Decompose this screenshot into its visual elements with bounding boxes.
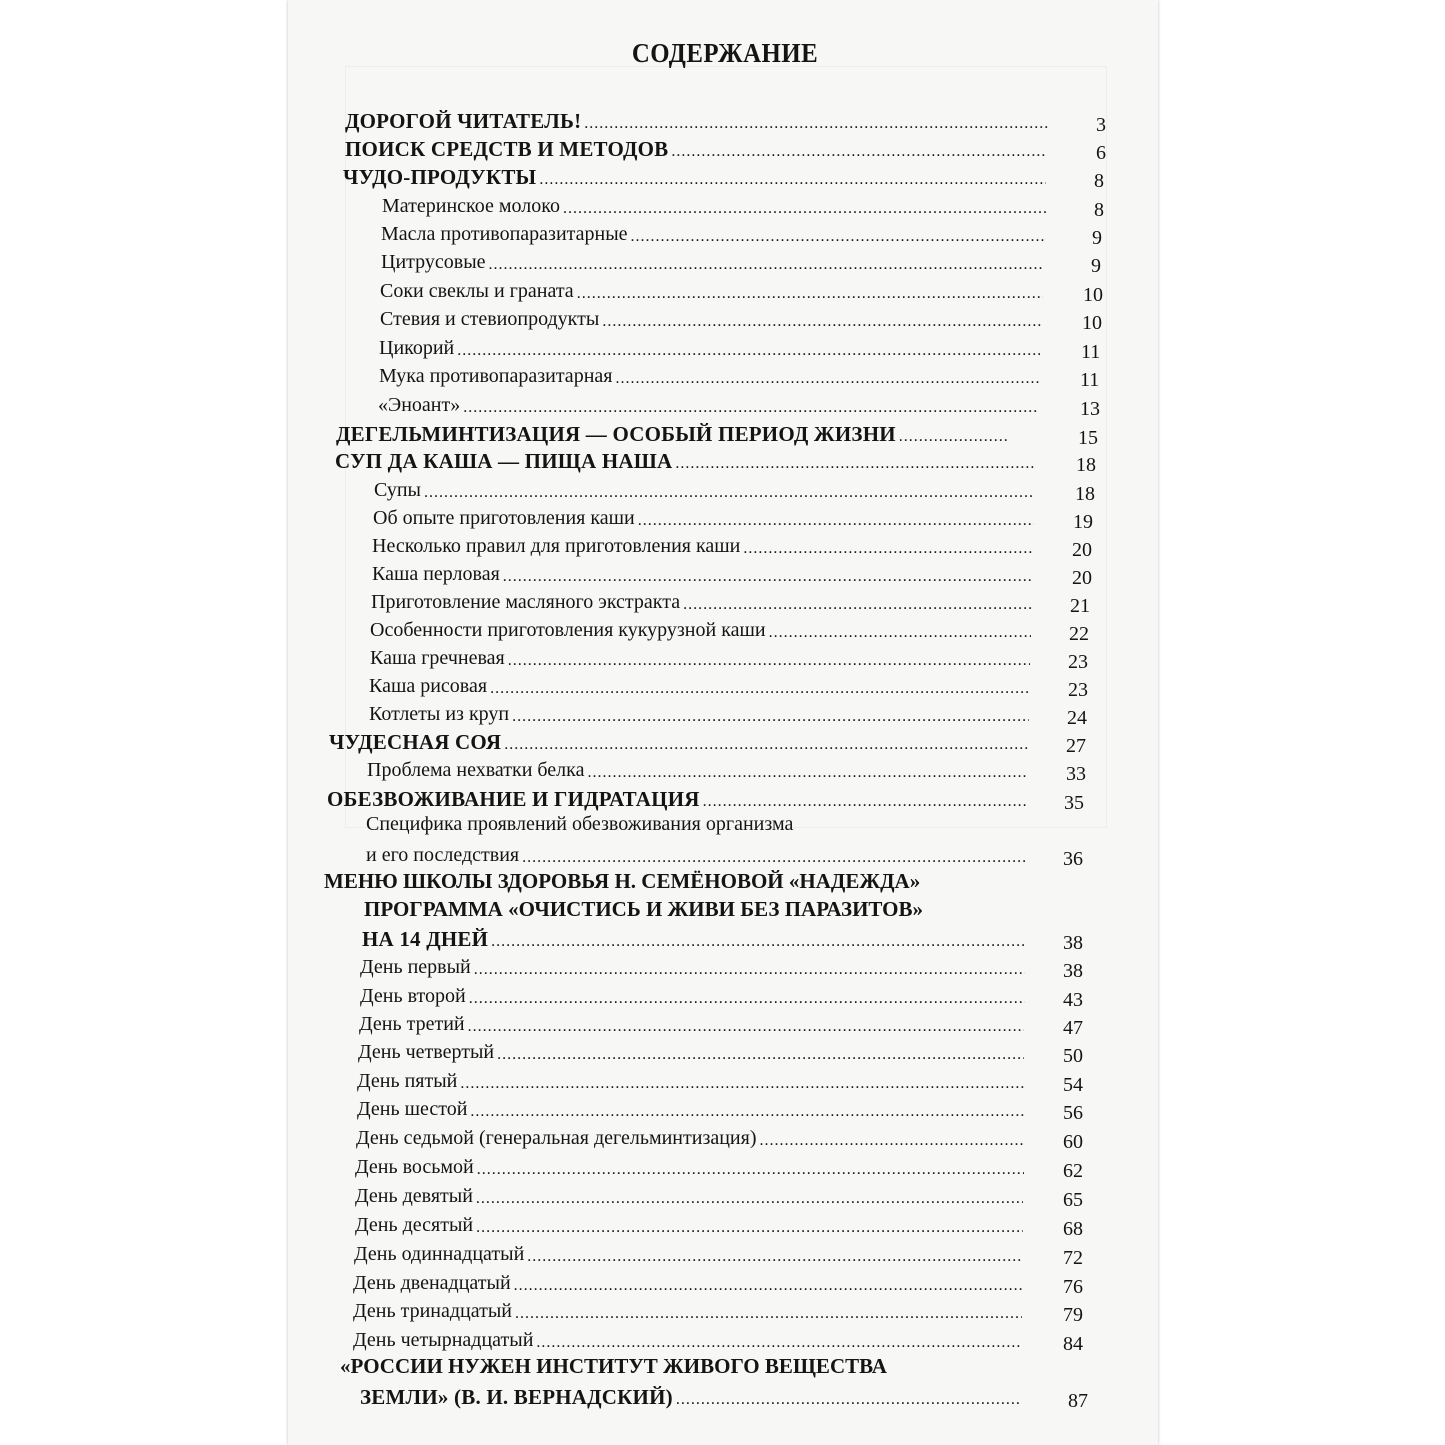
toc-entry bbox=[380, 277, 1043, 305]
toc-subsection bbox=[380, 305, 1122, 333]
toc-page-number: 84 bbox=[1063, 1333, 1083, 1355]
toc-page-number: 38 bbox=[1063, 932, 1083, 954]
toc-entry bbox=[379, 334, 1040, 362]
toc-page-number: 62 bbox=[1063, 1160, 1083, 1182]
toc-page-number: 54 bbox=[1063, 1074, 1083, 1096]
toc-entry-text: Специфика проявлений обезвоживания организма bbox=[366, 813, 794, 835]
toc-page-number: 20 bbox=[1072, 539, 1092, 561]
toc-entry-title: День десятый bbox=[355, 1214, 474, 1236]
toc-page-number: 65 bbox=[1063, 1189, 1083, 1211]
toc-entry-title: Супы bbox=[374, 479, 421, 501]
page-title: СОДЕРЖАНИЕ bbox=[631, 38, 819, 68]
toc-entry bbox=[359, 1010, 1024, 1038]
toc-page-number: 24 bbox=[1067, 707, 1087, 729]
toc-page-number: 43 bbox=[1063, 989, 1083, 1011]
dot-leader bbox=[424, 482, 1035, 504]
toc-entry-title: День девятый bbox=[355, 1185, 473, 1207]
toc-page-number: 13 bbox=[1080, 398, 1100, 420]
toc-entry-title: Цитрусовые bbox=[381, 251, 486, 273]
toc-entry bbox=[382, 192, 1046, 220]
toc-entry-title: Каша перловая bbox=[372, 563, 500, 585]
toc-entry-title: Приготовление масляного экстракта bbox=[371, 591, 681, 613]
toc-subsection bbox=[360, 982, 1103, 1010]
toc-entry bbox=[345, 107, 1050, 135]
toc-entry bbox=[374, 476, 1035, 504]
dot-leader bbox=[490, 678, 1030, 700]
toc-entry-title: Каша рисовая bbox=[369, 675, 488, 697]
toc-subsection bbox=[382, 192, 1134, 220]
toc-entry bbox=[373, 504, 1034, 532]
toc-entry bbox=[367, 756, 1028, 784]
dot-leader bbox=[476, 1217, 1023, 1239]
toc-entry bbox=[380, 305, 1041, 333]
toc-subsection bbox=[372, 560, 1112, 588]
toc-entry bbox=[329, 728, 1028, 756]
toc-entry bbox=[358, 1038, 1024, 1066]
toc-entry bbox=[372, 532, 1034, 560]
toc-entry-title: День пятый bbox=[357, 1070, 458, 1092]
toc-entry-title: День второй bbox=[360, 985, 466, 1007]
toc-subsection bbox=[353, 1297, 1103, 1325]
toc-entry-title: ПОИСК СРЕДСТВ И МЕТОДОВ bbox=[345, 137, 669, 161]
toc-entry-title: Каша гречневая bbox=[370, 647, 505, 669]
toc-page-number: 3 bbox=[1096, 114, 1106, 136]
toc-section bbox=[362, 925, 1103, 953]
dot-leader bbox=[760, 1130, 1025, 1152]
toc-entry-title: и его последствия bbox=[366, 844, 520, 866]
toc-entry bbox=[354, 1240, 1023, 1268]
toc-page-number: 60 bbox=[1063, 1131, 1083, 1153]
toc-entry-title: День одиннадцатый bbox=[354, 1243, 525, 1265]
toc-entry bbox=[381, 248, 1043, 276]
dot-leader bbox=[577, 283, 1043, 305]
toc-entry-title: Материнское молоко bbox=[382, 195, 560, 217]
toc-entry-title: День первый bbox=[360, 956, 471, 978]
toc-entry-title: День двенадцатый bbox=[353, 1272, 511, 1294]
toc-entry-title: ДОРОГОЙ ЧИТАТЕЛЬ! bbox=[345, 109, 582, 133]
toc-page-number: 50 bbox=[1063, 1045, 1083, 1067]
toc-page-number: 21 bbox=[1070, 595, 1090, 617]
dot-leader bbox=[476, 1188, 1023, 1210]
dot-leader bbox=[769, 622, 1031, 644]
toc-entry bbox=[355, 1153, 1024, 1181]
dot-leader bbox=[539, 169, 1046, 191]
toc-entry bbox=[369, 672, 1030, 700]
toc-page-number: 11 bbox=[1081, 341, 1101, 363]
toc-subsection bbox=[357, 1095, 1103, 1123]
toc-entry-title: День восьмой bbox=[355, 1156, 474, 1178]
toc-entry-title: Особенности приготовления кукурузной каши bbox=[370, 619, 766, 641]
toc-subsection bbox=[355, 1211, 1103, 1239]
toc-subsection bbox=[360, 953, 1103, 981]
dot-leader bbox=[743, 538, 1034, 560]
toc-subsection bbox=[366, 841, 1103, 869]
dot-leader bbox=[512, 706, 1029, 728]
toc-entry-title: Мука противопаразитарная bbox=[379, 365, 613, 387]
toc-subsection bbox=[370, 644, 1108, 672]
toc-subsection bbox=[369, 700, 1107, 728]
toc-page-number: 27 bbox=[1066, 735, 1086, 757]
dot-leader bbox=[683, 594, 1032, 616]
dot-leader bbox=[675, 453, 1036, 475]
toc-entry-title: День третий bbox=[359, 1013, 465, 1035]
dot-leader bbox=[676, 1389, 1022, 1411]
toc-entry-title: День шестой bbox=[357, 1098, 468, 1120]
dot-leader bbox=[508, 650, 1030, 672]
toc-subsection bbox=[367, 756, 1106, 784]
toc-page-number: 10 bbox=[1083, 284, 1103, 306]
toc-entry bbox=[360, 953, 1025, 981]
toc-section bbox=[360, 1383, 1108, 1411]
toc-entry-title: День тринадцатый bbox=[353, 1300, 512, 1322]
toc-entry-title: «Эноант» bbox=[378, 394, 461, 416]
toc-page-number: 56 bbox=[1063, 1102, 1083, 1124]
toc-section bbox=[329, 728, 1106, 756]
toc-subsection bbox=[353, 1269, 1103, 1297]
toc-page-number: 35 bbox=[1064, 792, 1084, 814]
toc-page-number: 6 bbox=[1096, 142, 1106, 164]
toc-entry-title: Несколько правил для приготовления каши bbox=[372, 535, 741, 557]
toc-entry bbox=[360, 982, 1025, 1010]
toc-entry-title: ЧУДЕСНАЯ СОЯ bbox=[329, 730, 502, 754]
dot-leader bbox=[563, 198, 1046, 220]
toc-entry bbox=[327, 785, 1027, 813]
dot-leader bbox=[460, 1073, 1024, 1095]
toc-entry bbox=[362, 925, 1025, 953]
toc-page-number: 22 bbox=[1069, 623, 1089, 645]
toc-page-number: 47 bbox=[1063, 1017, 1083, 1039]
toc-entry bbox=[360, 1383, 1022, 1411]
toc-entry bbox=[370, 644, 1030, 672]
toc-page-number: 23 bbox=[1068, 679, 1088, 701]
dot-leader bbox=[671, 141, 1047, 163]
toc-subsection bbox=[371, 588, 1110, 616]
toc-entry bbox=[335, 447, 1036, 475]
toc-entry bbox=[343, 163, 1046, 191]
toc-page-number: 33 bbox=[1066, 763, 1086, 785]
toc-entry bbox=[336, 420, 1007, 448]
toc-entry-title: Масла противопаразитарные bbox=[381, 223, 628, 245]
toc-page-number: 23 bbox=[1068, 651, 1088, 673]
toc-entry bbox=[372, 560, 1033, 588]
toc-page-number: 68 bbox=[1063, 1218, 1083, 1240]
dot-leader bbox=[463, 397, 1038, 419]
toc-subsection bbox=[379, 334, 1121, 362]
toc-section bbox=[335, 447, 1116, 475]
toc-page-number: 79 bbox=[1063, 1304, 1083, 1326]
dot-leader bbox=[469, 988, 1025, 1010]
toc-subsection bbox=[373, 504, 1113, 532]
dot-leader bbox=[527, 1246, 1023, 1268]
toc-subsection bbox=[359, 1010, 1103, 1038]
toc-page-number: 10 bbox=[1082, 312, 1102, 334]
toc-subsection bbox=[381, 220, 1132, 248]
dot-leader bbox=[899, 426, 1007, 448]
dot-leader bbox=[514, 1275, 1023, 1297]
toc-entry bbox=[345, 135, 1047, 163]
toc-page-number: 72 bbox=[1063, 1247, 1083, 1269]
toc-entry-title: День четырнадцатый bbox=[353, 1329, 534, 1351]
toc-entry bbox=[366, 841, 1026, 869]
toc-entry-title: Стевия и стевиопродукты bbox=[380, 308, 600, 330]
toc-entry-title: Цикорий bbox=[379, 337, 455, 359]
toc-page-number: 8 bbox=[1094, 199, 1104, 221]
dot-leader bbox=[477, 1159, 1024, 1181]
toc-entry-title: День седьмой (генеральная дегельминтизация) bbox=[356, 1127, 757, 1149]
dot-leader bbox=[504, 734, 1028, 756]
dot-leader bbox=[503, 566, 1033, 588]
toc-page-number: 36 bbox=[1063, 848, 1083, 870]
dot-leader bbox=[515, 1303, 1022, 1325]
toc-page-number: 38 bbox=[1063, 960, 1083, 982]
toc-entry-title: СУП ДА КАША — ПИЩА НАША bbox=[335, 449, 673, 473]
toc-page-number: 11 bbox=[1080, 369, 1100, 391]
toc-page-number: 87 bbox=[1068, 1390, 1088, 1412]
dot-leader bbox=[457, 340, 1040, 362]
dot-leader bbox=[470, 1101, 1024, 1123]
toc-entry bbox=[355, 1211, 1023, 1239]
toc-subsection bbox=[357, 1067, 1103, 1095]
toc-page-number: 76 bbox=[1063, 1276, 1083, 1298]
dot-leader bbox=[587, 762, 1028, 784]
dot-leader bbox=[497, 1044, 1024, 1066]
dot-leader bbox=[615, 368, 1039, 390]
toc-entry bbox=[379, 362, 1039, 390]
dot-leader bbox=[468, 1016, 1024, 1038]
toc-entry bbox=[356, 1124, 1024, 1152]
toc-page-number: 18 bbox=[1075, 483, 1095, 505]
toc-page-number: 18 bbox=[1076, 454, 1096, 476]
toc-section bbox=[345, 135, 1136, 163]
toc-subsection bbox=[380, 277, 1123, 305]
toc-section bbox=[345, 107, 1136, 135]
toc-subsection bbox=[358, 1038, 1103, 1066]
dot-leader bbox=[602, 311, 1041, 333]
toc-subsection bbox=[378, 391, 1120, 419]
toc-entry-text: «РОССИИ НУЖЕН ИНСТИТУТ ЖИВОГО ВЕЩЕСТВА bbox=[340, 1354, 887, 1378]
dot-leader bbox=[489, 254, 1043, 276]
toc-entry bbox=[381, 220, 1044, 248]
toc-entry-title: День четвертый bbox=[358, 1041, 495, 1063]
dot-leader bbox=[522, 847, 1026, 869]
toc-section bbox=[336, 420, 1118, 448]
dot-leader bbox=[491, 931, 1025, 953]
toc-section bbox=[327, 785, 1104, 813]
toc-subsection bbox=[370, 616, 1109, 644]
toc-subsection bbox=[355, 1153, 1103, 1181]
toc-entry-text: ПРОГРАММА «ОЧИСТИСЬ И ЖИВИ БЕЗ ПАРАЗИТОВ» bbox=[364, 897, 923, 921]
toc-subsection bbox=[374, 476, 1115, 504]
dot-leader bbox=[584, 113, 1050, 135]
toc-subsection bbox=[379, 362, 1120, 390]
toc-entry bbox=[371, 588, 1032, 616]
toc-entry bbox=[357, 1095, 1024, 1123]
toc-entry-text: МЕНЮ ШКОЛЫ ЗДОРОВЬЯ Н. СЕМЁНОВОЙ «НАДЕЖДА» bbox=[324, 869, 921, 893]
toc-entry-title: ДЕГЕЛЬМИНТИЗАЦИЯ — ОСОБЫЙ ПЕРИОД ЖИЗНИ bbox=[336, 422, 896, 446]
toc-subsection bbox=[381, 248, 1131, 276]
toc-entry bbox=[369, 700, 1029, 728]
toc-entry-title: ЗЕМЛИ» (В. И. ВЕРНАДСКИЙ) bbox=[360, 1385, 673, 1409]
dot-leader bbox=[631, 226, 1044, 248]
toc-entry bbox=[370, 616, 1031, 644]
toc-section bbox=[343, 163, 1134, 191]
toc-entry bbox=[355, 1182, 1023, 1210]
toc-entry-title: Соки свеклы и граната bbox=[380, 280, 574, 302]
toc-entry-title: НА 14 ДНЕЙ bbox=[362, 927, 489, 951]
toc-page-number: 20 bbox=[1072, 567, 1092, 589]
toc-subsection bbox=[355, 1182, 1103, 1210]
toc-subsection bbox=[353, 1326, 1103, 1354]
toc-page-number: 9 bbox=[1092, 227, 1102, 249]
toc-entry bbox=[378, 391, 1038, 419]
toc-entry-title: ОБЕЗВОЖИВАНИЕ И ГИДРАТАЦИЯ bbox=[327, 787, 700, 811]
toc-entry-title: ЧУДО-ПРОДУКТЫ bbox=[343, 165, 537, 189]
toc-subsection bbox=[372, 532, 1112, 560]
toc-entry-title: Котлеты из круп bbox=[369, 703, 510, 725]
toc-entry-title: Об опыте приготовления каши bbox=[373, 507, 635, 529]
toc-subsection bbox=[354, 1240, 1103, 1268]
toc-page-number: 8 bbox=[1094, 170, 1104, 192]
toc-entry bbox=[353, 1297, 1022, 1325]
toc-entry bbox=[353, 1326, 1022, 1354]
toc-page-number: 9 bbox=[1091, 255, 1101, 277]
dot-leader bbox=[536, 1332, 1022, 1354]
toc-entry bbox=[353, 1269, 1023, 1297]
toc-subsection bbox=[369, 672, 1108, 700]
toc-subsection bbox=[356, 1124, 1103, 1152]
toc-page-number: 19 bbox=[1073, 511, 1093, 533]
toc-entry-title: Проблема нехватки белка bbox=[367, 759, 585, 781]
dot-leader bbox=[703, 791, 1027, 813]
dot-leader bbox=[638, 510, 1034, 532]
toc-entry bbox=[357, 1067, 1024, 1095]
dot-leader bbox=[474, 959, 1025, 981]
toc-page-number: 15 bbox=[1078, 427, 1098, 449]
